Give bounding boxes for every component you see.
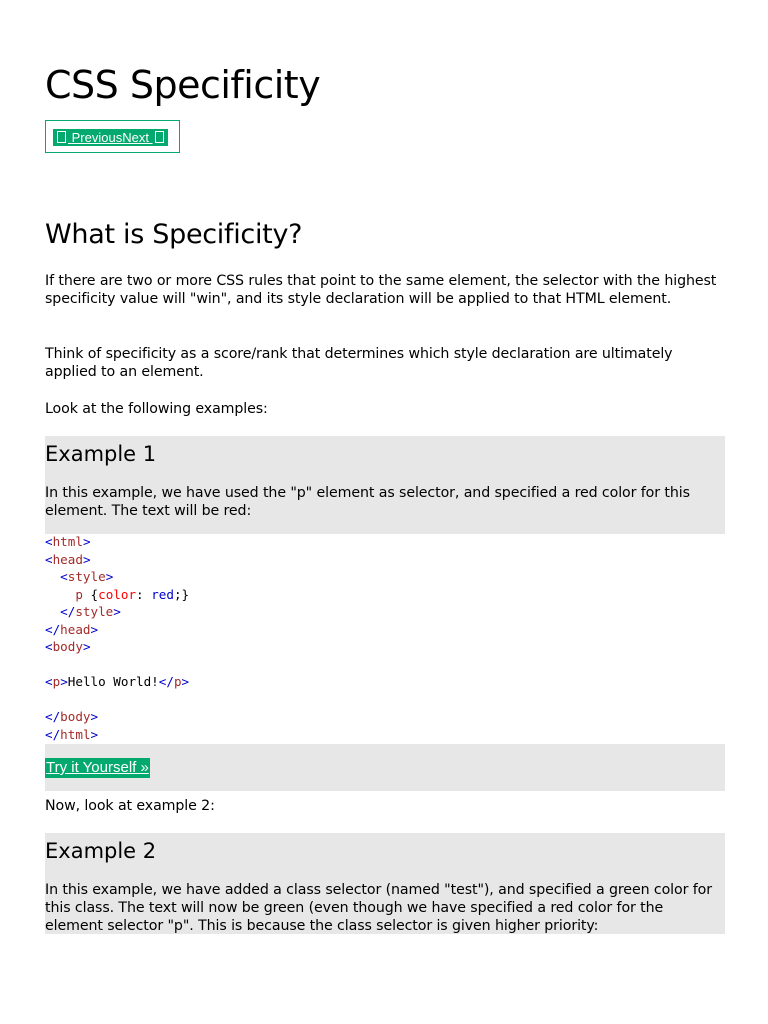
code-line: </head> [45, 621, 99, 637]
previous-next-label: PreviousNext [71, 130, 149, 145]
example-2-description: In this example, we have added a class selector (named "test"), and specified a green color for this class. The text will now be green (even though we have specified a red color for the element selector "p". This is because the class selector is given higher priority: [45, 882, 712, 934]
example-2-box [45, 833, 725, 934]
example-1-description: In this example, we have used the "p" element as selector, and specified a red color for this element. The text will be red: [45, 485, 690, 519]
code-line: </body> [45, 709, 99, 724]
prev-next-nav [45, 120, 180, 153]
section-heading: What is Specificity? [45, 219, 303, 250]
code-line: <style> [60, 569, 114, 584]
try-it-bar [45, 744, 725, 791]
code-example [45, 533, 725, 743]
intro-paragraph-2: Think of specificity as a score/rank that determines which style declaration are ultimately applied to an element. [45, 346, 673, 380]
code-line: </style> [60, 604, 121, 619]
example-1-heading: Example 1 [45, 442, 157, 466]
try-it-yourself-button[interactable]: Try it Yourself » [46, 759, 149, 776]
chevron-left-icon [57, 131, 66, 143]
intro-paragraph-1: If there are two or more CSS rules that point to the same element, the selector with the highest specificity value will "win", and its style declaration will be applied to that HTML element. [45, 273, 717, 307]
chevron-right-icon [155, 131, 164, 143]
code-line: <html> [45, 534, 91, 549]
example-2-heading: Example 2 [45, 839, 157, 863]
example-1-box [45, 436, 725, 534]
page-title: CSS Specificity [45, 63, 321, 107]
code-line: </html> [45, 726, 99, 742]
previous-next-link[interactable] [53, 129, 168, 146]
example-2-intro: Now, look at example 2: [45, 798, 215, 814]
intro-paragraph-3: Look at the following examples: [45, 401, 268, 417]
code-line: <p>Hello World!</p> [45, 674, 190, 689]
code-line: p {color: red;} [75, 586, 190, 602]
code-line: <body> [45, 639, 91, 654]
code-line: <head> [45, 551, 91, 567]
